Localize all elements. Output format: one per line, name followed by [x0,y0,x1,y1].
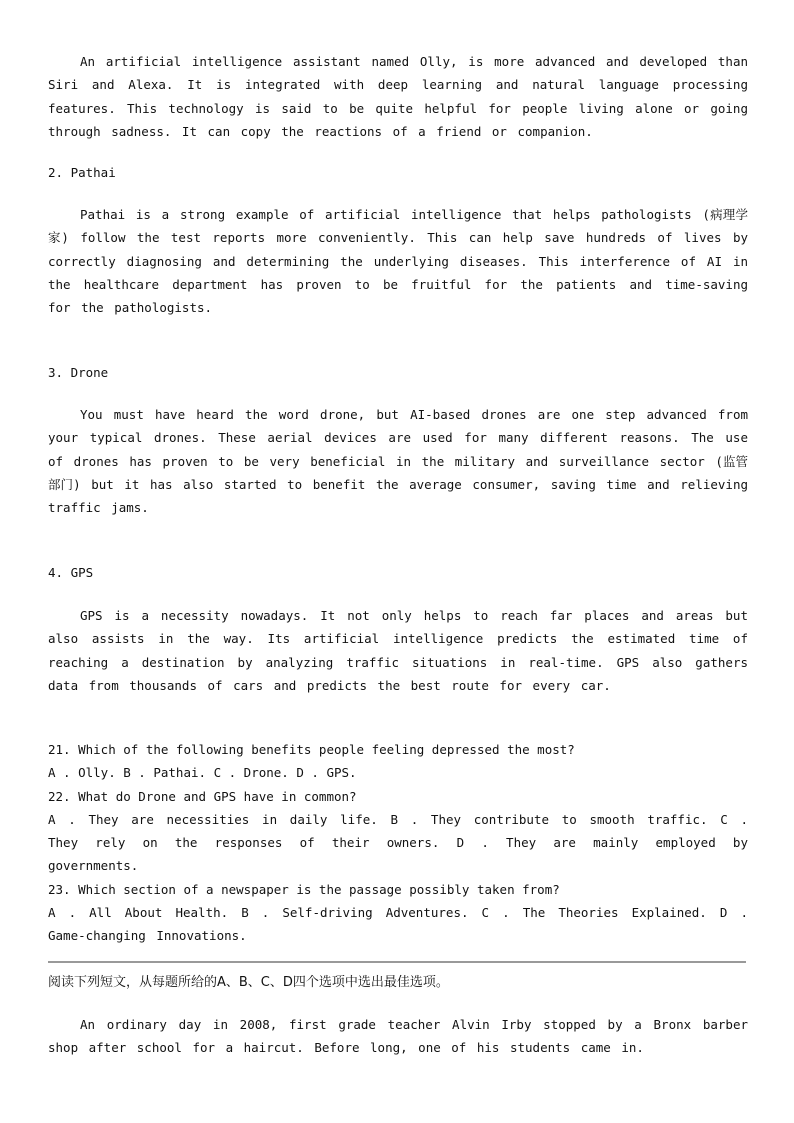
drone-heading: 3. Drone [48,365,109,380]
reading-instruction: 阅读下列短文，从每题所给的A、B、C、D四个选项中选出最佳选项。 [48,975,449,990]
olly-paragraph: An artificial intelligence assistant named Olly, is more advanced and developed than Siri and Alexa. It is integrated with deep learning and natural language processing features. This technology is said to be quite helpful for people living alone or going through sadness. It can copy the reactions of a friend or companion. [48,54,748,139]
drone-paragraph: You must have heard the word drone, but AI-based drones are one step advanced from your typical drones. These aerial devices are used for many different reasons. The use of drones has proven to be very beneficial in the military and surveillance sector (监管部门) but it has also started to benefit the average consumer, saving time and relieving traffic jams. [48,407,748,516]
question-23-options: A . All About Health. B . Self-driving Adventures. C . The Theories Explained. D . Game-changing Innovations. [48,905,748,944]
question-21-stem: 21. Which of the following benefits people feeling depressed the most? [48,742,575,757]
gps-heading: 4. GPS [48,565,94,580]
gps-paragraph: GPS is a necessity nowadays. It not only helps to reach far places and areas but also assists in the way. Its artificial intelligence predicts the estimated time of reaching a destination by analyzing traffic situations in real-time. GPS also gathers data from thousands of cars and predicts the best route for every car. [48,608,748,693]
question-21-options: A . Olly. B . Pathai. C . Drone. D . GPS. [48,765,357,781]
pathai-paragraph: Pathai is a strong example of artificial intelligence that helps pathologists (病理学家) follow the test reports more conveniently. This can help save hundreds of lives by correctly diagnosing and determining the underlying diseases. This interference of AI in the healthcare department has proven to be fruitful for the patients and time-saving for the pathologists. [48,207,748,316]
question-22-stem: 22. What do Drone and GPS have in common? [48,788,357,804]
question-list [48,738,748,948]
question-22-options: A . They are necessities in daily life. B . They contribute to smooth traffic. C . They rely on the responses of their owners. D . They are mainly employed by governments. [48,811,748,874]
passage-opening: An ordinary day in 2008, first grade teacher Alvin Irby stopped by a Bronx barber shop after school for a haircut. Before long, one of his students came in. [48,1017,748,1056]
pathai-heading: 2. Pathai [48,165,116,180]
section-divider [48,961,746,963]
question-23-stem: 23. Which section of a newspaper is the passage possibly taken from? [48,881,560,897]
